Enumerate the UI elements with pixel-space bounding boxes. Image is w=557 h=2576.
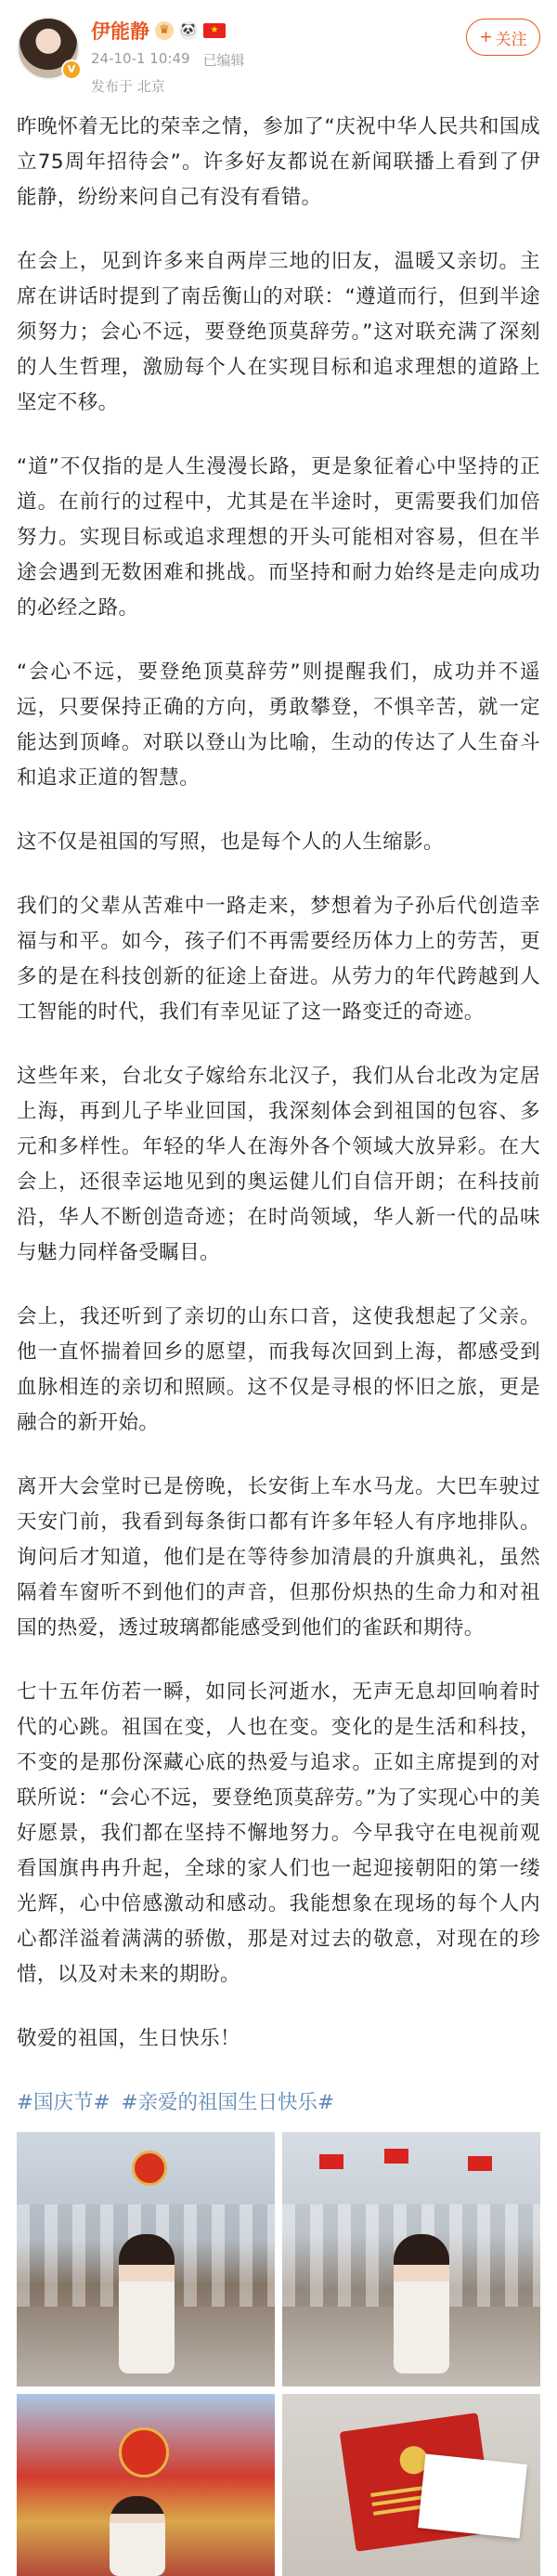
photo-person [110, 2496, 165, 2576]
post-meta [91, 50, 245, 70]
post-content [17, 110, 540, 2121]
flower-basket-icon [119, 2427, 169, 2478]
photo-thumbnail[interactable] [282, 2394, 540, 2576]
crown-badge-icon: ♛ [155, 21, 174, 40]
invitation-card [418, 2453, 527, 2538]
paragraph: 会上，我还听到了亲切的山东口音，这使我想起了父亲。他一直怀揣着回乡的愿望，而我每次回到上海，都感受到血脉相连的亲切和照顾。这不仅是寻根的怀旧之旅，更是融合的新开始。 [17, 1305, 540, 1434]
flag-icon [468, 2156, 492, 2171]
paragraph: 这不仅是祖国的写照，也是每个人的人生缩影。 [17, 830, 444, 854]
paragraph: 我们的父辈从苦难中一路走来，梦想着为子孙后代创造幸福与和平。如今，孩子们不再需要经历体力上的劳苦，更多的是在科技创新的征途上奋进。从劳力的年代跨越到人工智能的时代，我们有幸见证了这一路变迁的奇迹。 [17, 895, 540, 1024]
photo-thumbnail[interactable] [282, 2132, 540, 2386]
paragraph: 这些年来，台北女子嫁给东北汉子，我们从台北改为定居上海，再到儿子毕业回国，我深刻体会到祖国的包容、多元和多样性。年轻的华人在海外各个领域大放异彩。在大会上，还很幸运地见到的奥运健儿们自信开朗；在科技前沿，华人不断创造奇迹；在时尚领域，华人新一代的品味与魅力同样备受瞩目。 [17, 1065, 540, 1264]
flag-icon [319, 2154, 343, 2169]
follow-label: 关注 [495, 30, 527, 49]
flag-icon [384, 2149, 408, 2164]
china-flag-icon: ★ [203, 23, 226, 38]
hashtag-link[interactable]: #亲爱的祖国生日快乐# [121, 2091, 335, 2114]
plus-icon: + [479, 28, 493, 46]
photo-grid [17, 2132, 540, 2576]
paragraph: “道”不仅指的是人生漫漫长路，更是象征着心中坚持的正道。在前行的过程中，尤其是在半途时，更需要我们加倍努力。实现目标或追求理想的开头可能相对容易，但在半途会遇到无数困难和挑战。而坚持和耐力始终是走向成功的必经之路。 [17, 455, 540, 620]
photo-thumbnail[interactable] [17, 2394, 275, 2576]
photo-thumbnail[interactable] [17, 2132, 275, 2386]
paragraph: “会心不远，要登绝顶莫辞劳”则提醒我们，成功并不遥远，只要保持正确的方向，勇敢攀登，不惧辛苦，就一定能达到顶峰。对联以登山为比喻，生动的传达了人生奋斗和追求正道的智慧。 [17, 660, 540, 790]
verified-badge-icon: V [61, 59, 82, 80]
paragraph: 离开大会堂时已是傍晚，长安街上车水马龙。大巴车驶过天安门前，我看到每条街口都有许多年轻人有序地排队。询问后才知道，他们是在等待参加清晨的升旗典礼，虽然隔着车窗听不到他们的声音，但那份炽热的生命力和对祖国的热爱，透过玻璃都能感受到他们的雀跃和期待。 [17, 1475, 540, 1640]
edited-label[interactable]: 已编辑 [202, 52, 245, 69]
paragraph: 昨晚怀着无比的荣幸之情，参加了“庆祝中华人民共和国成立75周年招待会”。许多好友都说在新闻联播上看到了伊能静，纷纷来问自己有没有看错。 [17, 115, 540, 209]
hashtag-row [17, 2086, 540, 2121]
post-source: 发布于 北京 [91, 78, 165, 95]
photo-person [119, 2234, 175, 2373]
follow-button[interactable] [466, 19, 540, 56]
panda-badge-icon: 🐼 [179, 21, 198, 40]
hashtag-link[interactable]: #国庆节# [17, 2091, 110, 2114]
paragraph: 敬爱的祖国，生日快乐！ [17, 2027, 240, 2050]
paragraph: 七十五年仿若一瞬，如同长河逝水，无声无息却回响着时代的心跳。祖国在变，人也在变。变化的是生活和科技，不变的是那份深藏心底的热爱与追求。正如主席提到的对联所说：“会心不远，要登绝顶莫辞劳。”为了实现心中的美好愿景，我们都在坚持不懈地努力。今早我守在电视前观看国旗冉冉升起，全球的家人们也一起迎接朝阳的第一缕光辉，心中倍感激动和感动。我能想象在现场的每个人内心都洋溢着满满的骄傲，那是对过去的敬意，对现在的珍惜，以及对未来的期盼。 [17, 1680, 540, 1986]
post-header [0, 0, 557, 93]
post-timestamp: 24-10-1 10:49 [91, 50, 190, 67]
username[interactable]: 伊能静 [91, 20, 149, 43]
paragraph: 在会上，见到许多来自两岸三地的旧友，温暖又亲切。主席在讲话时提到了南岳衡山的对联：“遵道而行，但到半途须努力；会心不远，要登绝顶莫辞劳。”这对联充满了深刻的人生哲理，激励每个人在实现目标和追求理想的道路上坚定不移。 [17, 250, 540, 414]
post-source-row [91, 76, 165, 96]
name-row [91, 17, 226, 45]
emblem-icon [132, 2151, 167, 2186]
photo-person [394, 2234, 449, 2373]
